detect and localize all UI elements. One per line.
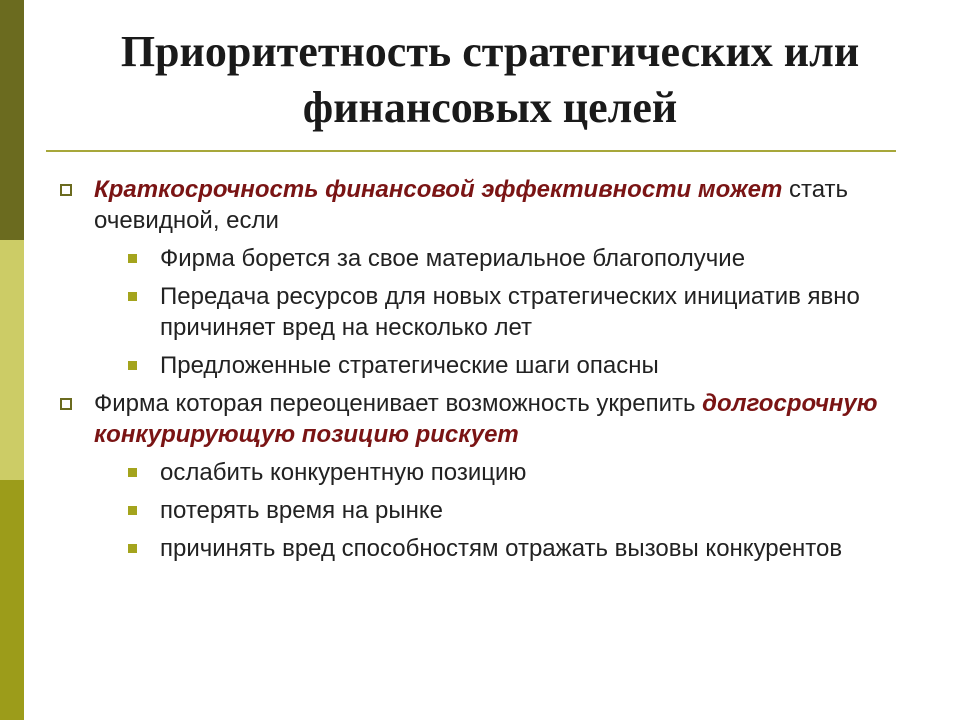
filled-square-bullet-icon — [128, 468, 137, 477]
side-stripe-middle — [0, 240, 24, 480]
sub-bullet — [56, 350, 916, 381]
bullet-emphasis: Краткосрочность финансовой эффективности может — [94, 176, 783, 203]
sub-bullet — [56, 243, 916, 274]
sub-bullet — [56, 533, 916, 564]
sub-bullet-text: Предложенные стратегические шаги опасны — [160, 352, 659, 379]
side-stripe-bottom — [0, 480, 24, 720]
slide-title — [40, 24, 940, 136]
slide-title-line-1: Приоритетность стратегических или — [120, 27, 860, 76]
sub-bullet — [56, 495, 916, 526]
bullet-text: Фирма которая переоценивает возможность укрепить — [94, 390, 703, 417]
slide-body — [56, 174, 916, 571]
sub-bullet-text: Фирма борется за свое материальное благополучие — [160, 245, 746, 272]
filled-square-bullet-icon — [128, 361, 137, 370]
sub-bullet-text: Передача ресурсов для новых стратегических инициатив явно причиняет вред на несколько лет — [160, 283, 860, 341]
bullet-text: стать очевидной, если — [94, 176, 849, 234]
sub-bullet-text: потерять время на рынке — [160, 497, 443, 524]
sub-bullet-text: причинять вред способностям отражать вызовы конкурентов — [160, 535, 843, 562]
title-divider — [46, 150, 896, 152]
bullet-short-term — [56, 174, 916, 236]
bullet-emphasis: долгосрочную конкурирующую позицию рискует — [94, 390, 878, 448]
sub-bullet — [56, 281, 916, 343]
filled-square-bullet-icon — [128, 254, 137, 263]
hollow-square-bullet-icon — [60, 398, 72, 410]
hollow-square-bullet-icon — [60, 184, 72, 196]
side-stripe-top — [0, 0, 24, 240]
slide-title-line-2: финансовых целей — [302, 83, 678, 132]
sub-bullet-text: ослабить конкурентную позицию — [160, 459, 527, 486]
filled-square-bullet-icon — [128, 292, 137, 301]
filled-square-bullet-icon — [128, 544, 137, 553]
sub-bullet — [56, 457, 916, 488]
filled-square-bullet-icon — [128, 506, 137, 515]
bullet-long-term — [56, 388, 916, 450]
